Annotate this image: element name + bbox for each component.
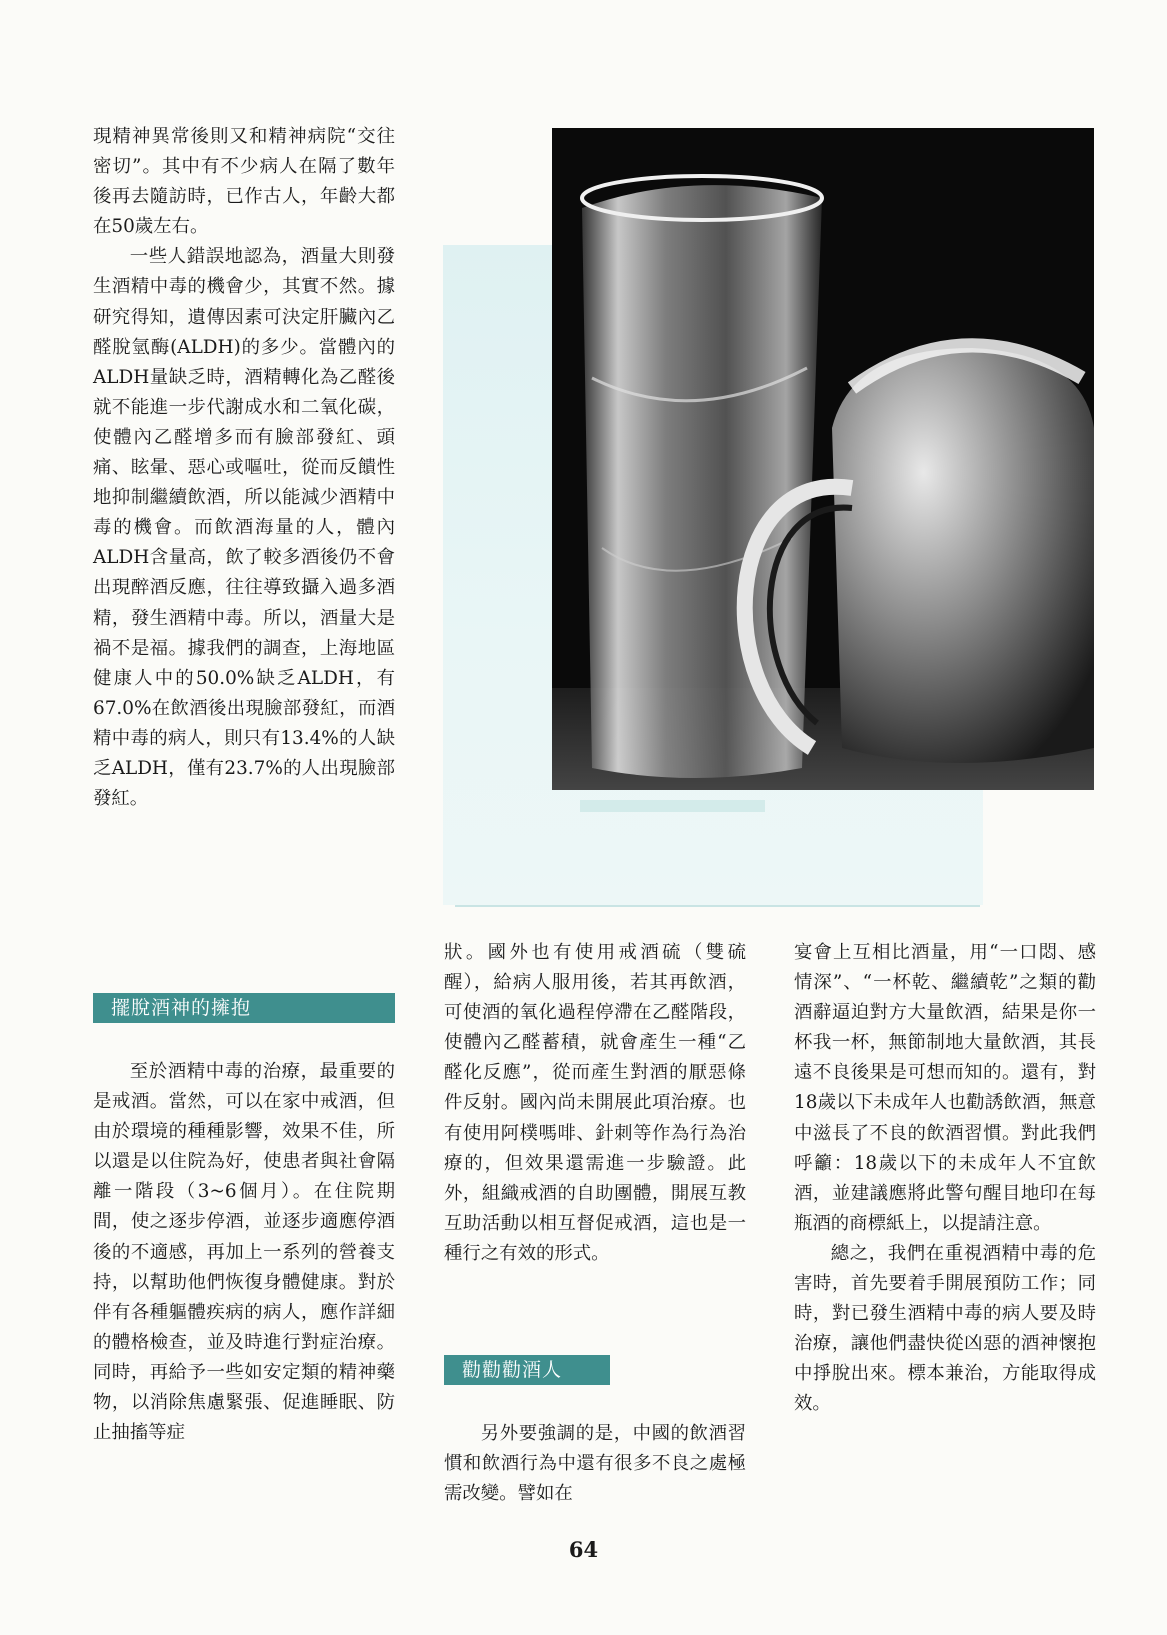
glass-and-mug-photo: [552, 128, 1094, 790]
paragraph: 現精神異常後則又和精神病院“交往密切”。其中有不少病人在隔了數年後再去隨訪時，已作古人，年齡大都在50歲左右。: [93, 126, 395, 238]
column-3: [794, 938, 1096, 1420]
faint-divider: [455, 905, 980, 907]
page-number: 64: [568, 1537, 599, 1562]
paragraph: 另外要強調的是，中國的飲酒習慣和飲酒行為中還有很多不良之處極需改變。譬如在: [444, 1423, 746, 1505]
paragraph: 一些人錯誤地認為，酒量大則發生酒精中毒的機會少，其實不然。據研究得知，遺傳因素可決定肝臟內乙醛脫氫酶(ALDH)的多少。當體內的ALDH量缺乏時，酒精轉化為乙醛後就不能進一步代謝成水和二氧化碳，使體內乙醛增多而有臉部發紅、頭痛、眩暈、惡心或嘔吐，從而反饋性地抑制繼續飲酒，所以能減少酒精中毒的機會。而飲酒海量的人，體內ALDH含量高，飲了較多酒後仍不會出現醉酒反應，往往導致攝入過多酒精，發生酒精中毒。所以，酒量大是禍不是福。據我們的調查，上海地區健康人中的50.0%缺乏ALDH，有67.0%在飲酒後出現臉部發紅，而酒精中毒的病人，則只有13.4%的人缺乏ALDH，僅有23.7%的人出現臉部發紅。: [93, 246, 395, 810]
column-1: [93, 122, 395, 814]
faint-rule: [580, 800, 765, 812]
column-2: [444, 938, 746, 1269]
paragraph: 總之，我們在重視酒精中毒的危害時，首先要着手開展預防工作；同時，對已發生酒精中毒的病人要及時治療，讓他們盡快從凶惡的酒神懷抱中掙脫出來。標本兼治，方能取得成效。: [794, 1242, 1096, 1415]
paragraph: 宴會上互相比酒量，用“一口悶、感情深”、“一杯乾、繼續乾”之類的勸酒辭逼迫對方大量飲酒，結果是你一杯我一杯，無節制地大量飲酒，其長遠不良後果是可想而知的。還有，對18歲以下未成年人也勸誘飲酒，無意中滋長了不良的飲酒習慣。對此我們呼籲：18歲以下的未成年人不宜飲酒，並建議應將此警句醒目地印在每瓶酒的商標紙上，以提請注意。: [794, 942, 1096, 1234]
column-1-continued: [93, 1057, 395, 1448]
section-heading: 擺脫酒神的擁抱: [93, 993, 395, 1023]
column-2-continued: [444, 1419, 746, 1509]
paragraph: 狀。國外也有使用戒酒硫（雙硫醒），給病人服用後，若其再飲酒，可使酒的氧化過程停滯在乙醛階段，使體內乙醛蓄積，就會產生一種“乙醛化反應”，從而產生對酒的厭惡條件反射。國內尚未開展此項治療。也有使用阿樸嗎啡、針刺等作為行為治療的，但效果還需進一步驗證。此外，組織戒酒的自助團體，開展互教互助活動以相互督促戒酒，這也是一種行之有效的形式。: [444, 942, 746, 1264]
paragraph: 至於酒精中毒的治療，最重要的是戒酒。當然，可以在家中戒酒，但由於環境的種種影響，效果不佳，所以還是以住院為好，使患者與社會隔離一階段（3~6個月）。在住院期間，使之逐步停酒，並逐步適應停酒後的不適感，再加上一系列的營養支持，以幫助他們恢復身體健康。對於伴有各種軀體疾病的病人，應作詳細的體格檢查，並及時進行對症治療。同時，再給予一些如安定類的精神藥物，以消除焦慮緊張、促進睡眠、防止抽搐等症: [93, 1061, 395, 1444]
section-heading: 勸勸勸酒人: [444, 1355, 610, 1385]
